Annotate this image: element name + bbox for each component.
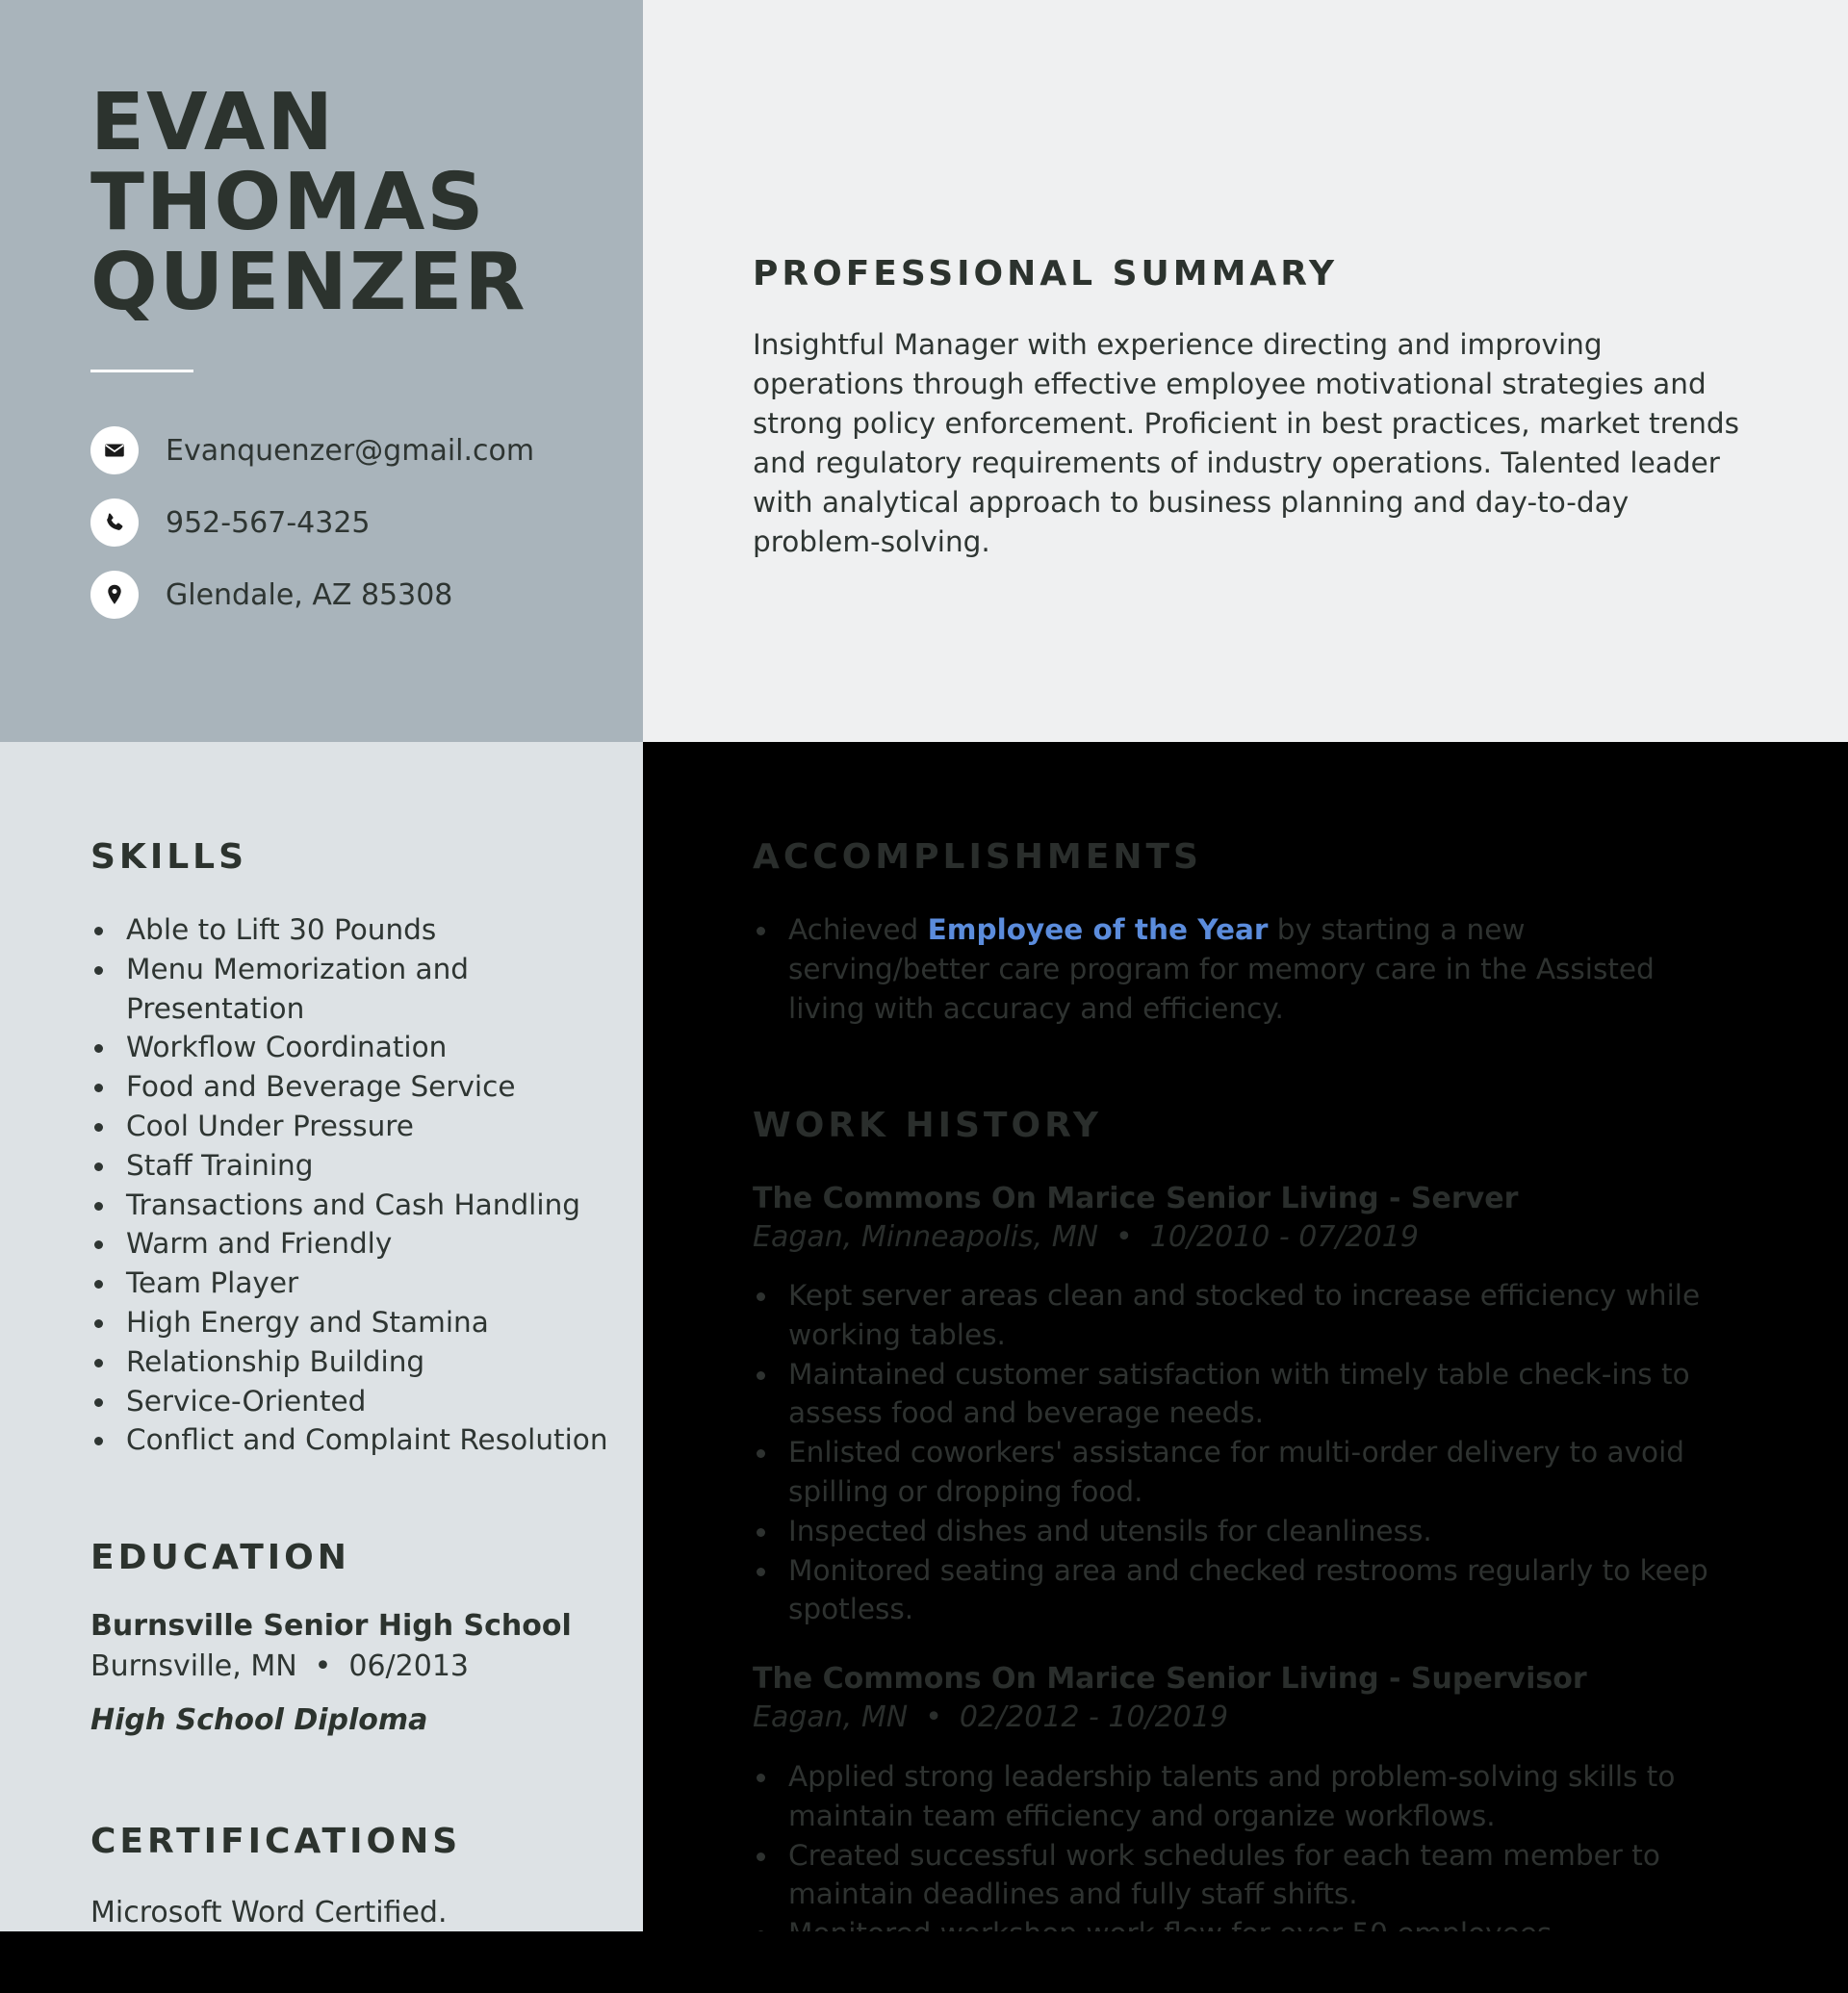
name-line-1: EVAN	[90, 77, 335, 168]
job-bullet: Monitored seating area and checked restrooms regularly to keep spotless.	[753, 1551, 1715, 1630]
bottom-bar	[0, 1931, 1848, 1980]
job-location: Eagan, MN	[753, 1700, 909, 1734]
job-title: The Commons On Marice Senior Living - Server	[753, 1182, 1519, 1215]
skill-item: Warm and Friendly	[90, 1224, 629, 1264]
education-degree: High School Diploma	[90, 1703, 428, 1737]
skill-item: Food and Beverage Service	[90, 1067, 629, 1107]
name-line-3: QUENZER	[90, 237, 527, 328]
education-school: Burnsville Senior High School	[90, 1609, 572, 1643]
skill-item: High Energy and Stamina	[90, 1303, 629, 1342]
skill-item: Able to Lift 30 Pounds	[90, 910, 629, 950]
skill-item: Transactions and Cash Handling	[90, 1186, 629, 1225]
name-line-2: THOMAS	[90, 157, 486, 248]
accomplishments-list	[753, 910, 1715, 1028]
skill-item: Staff Training	[90, 1146, 629, 1186]
job-dates: 02/2012 - 10/2019	[959, 1700, 1229, 1734]
skill-item: Workflow Coordination	[90, 1028, 629, 1067]
education-heading: EDUCATION	[90, 1538, 350, 1577]
separator-dot: •	[1116, 1220, 1133, 1254]
name-divider	[90, 370, 193, 372]
education-meta	[90, 1649, 469, 1683]
skill-item: Menu Memorization and Presentation	[90, 950, 629, 1029]
contact-phone-row	[90, 498, 371, 547]
skills-heading: SKILLS	[90, 837, 248, 877]
job-location: Eagan, Minneapolis, MN	[753, 1220, 1099, 1254]
job-dates: 10/2010 - 07/2019	[1149, 1220, 1419, 1254]
accomplishment-suffix: by starting a new serving/better care program for memory care in the Assisted living with accuracy and efficiency.	[788, 913, 1655, 1025]
skill-item: Team Player	[90, 1264, 629, 1303]
job-meta	[753, 1220, 1419, 1254]
candidate-name	[90, 77, 527, 328]
work-history-heading: WORK HISTORY	[753, 1106, 1102, 1145]
accomplishment-prefix: Achieved	[788, 913, 928, 946]
contact-location: Glendale, AZ 85308	[166, 577, 453, 612]
skills-list	[90, 910, 629, 1460]
separator-dot: •	[925, 1700, 942, 1734]
job-bullet: Kept server areas clean and stocked to increase efficiency while working tables.	[753, 1276, 1715, 1355]
skill-item: Cool Under Pressure	[90, 1107, 629, 1146]
contact-phone[interactable]: 952-567-4325	[166, 505, 371, 540]
accomplishment-item	[753, 910, 1715, 1028]
certifications-heading: CERTIFICATIONS	[90, 1822, 462, 1861]
job-bullet: Enlisted coworkers' assistance for multi-order delivery to avoid spilling or dropping food.	[753, 1433, 1715, 1512]
summary-heading: PROFESSIONAL SUMMARY	[753, 254, 1339, 294]
job-meta	[753, 1700, 1228, 1734]
skill-item: Service-Oriented	[90, 1382, 629, 1421]
summary-text: Insightful Manager with experience directing and improving operations through effective employee motivational strategies and strong policy enforcement. Proficient in best practices, market trends and regulatory requirements of industry operations. Talented leader with analytical approach to business planning and day-to-day problem-solving.	[753, 328, 1740, 558]
separator-dot: •	[314, 1649, 332, 1683]
job-title: The Commons On Marice Senior Living - Supervisor	[753, 1662, 1587, 1696]
job-bullets	[753, 1276, 1715, 1629]
skill-item: Relationship Building	[90, 1342, 629, 1382]
contact-location-row	[90, 571, 452, 619]
contact-email-row	[90, 426, 534, 474]
job-bullet: Created successful work schedules for each team member to maintain deadlines and fully staff shifts.	[753, 1836, 1715, 1915]
skill-item: Conflict and Complaint Resolution	[90, 1420, 629, 1460]
accomplishments-heading: ACCOMPLISHMENTS	[753, 837, 1202, 877]
education-date: 06/2013	[348, 1649, 470, 1683]
contact-email[interactable]: Evanquenzer@gmail.com	[166, 433, 535, 468]
education-location: Burnsville, MN	[90, 1649, 297, 1683]
phone-icon	[90, 498, 139, 547]
certification-item: Microsoft Word Certified.	[90, 1896, 448, 1929]
envelope-icon	[90, 426, 139, 474]
map-pin-icon	[90, 571, 139, 619]
job-bullet: Applied strong leadership talents and problem-solving skills to maintain team efficiency and organize workflows.	[753, 1757, 1715, 1836]
accomplishment-highlight: Employee of the Year	[927, 913, 1269, 946]
job-bullet: Maintained customer satisfaction with timely table check-ins to assess food and beverage needs.	[753, 1355, 1715, 1434]
job-bullet: Inspected dishes and utensils for cleanliness.	[753, 1512, 1715, 1551]
